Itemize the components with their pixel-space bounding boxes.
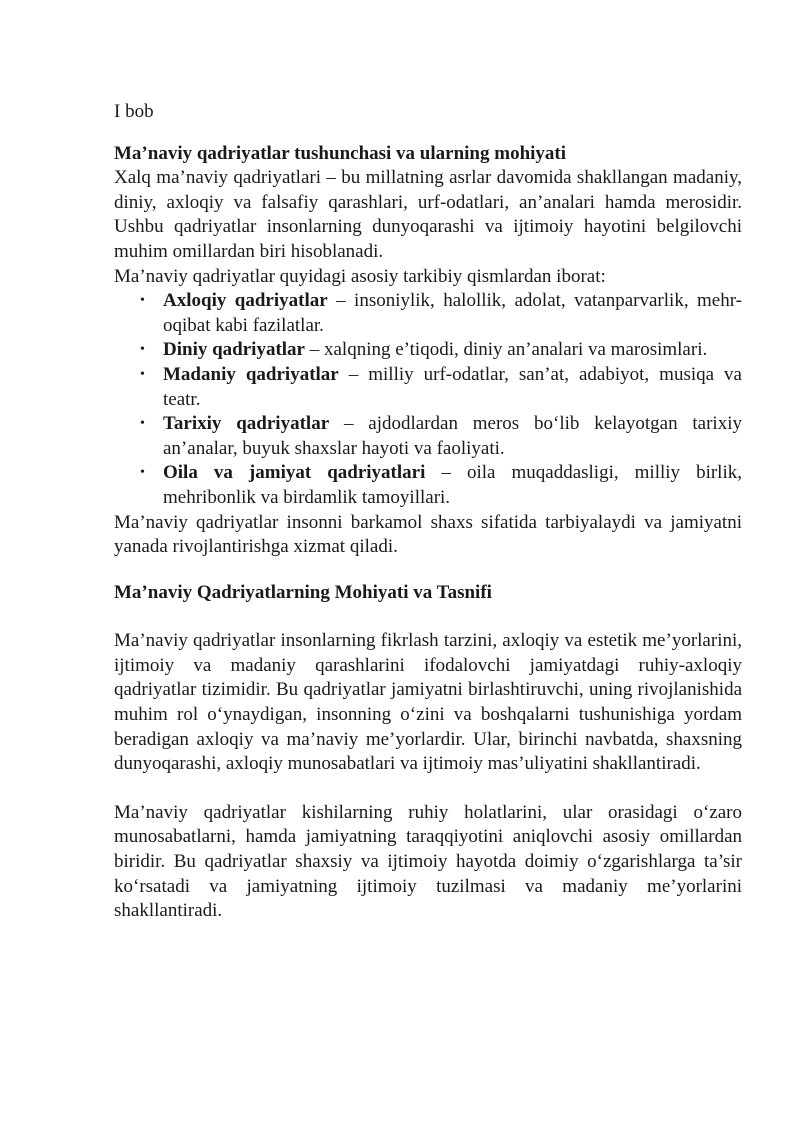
- list-item: [114, 363, 742, 412]
- list-item-text: – xalqning e’tiqodi, diniy an’analari va marosimlari.: [304, 339, 708, 361]
- list-item-term: Axloqiy qadriyatlar: [163, 290, 328, 312]
- bullet-icon: •: [140, 416, 145, 432]
- list-lead: Ma’naviy qadriyatlar quyidagi asosiy tarkibiy qismlardan iborat:: [114, 265, 606, 287]
- body-paragraph: Ma’naviy qadriyatlar insonlarning fikrlash tarzini, axloqiy va estetik me’yorlarini, ijtimoiy va madaniy qarashlarini ifodalovchi jamiyatdagi ruhiy-axloqiy qadriyatlar tizimidir. Bu qadriyatlar jamiyatni birlashtiruvchi, uning rivojlanishida muhim rol o‘ynaydigan, insonning o‘zini va boshqalarni tushunishiga yordam beradigan axloqiy va ma’naviy me’yorlardir. Ular, birinchi navbatda, shaxsning dunyoqarashi, axloqiy munosabatlari va ijtimoiy mas’uliyatini shakllantiradi.: [114, 630, 742, 775]
- list-item-term: Diniy qadriyatlar: [163, 339, 305, 361]
- intro-paragraph: Xalq ma’naviy qadriyatlari – bu millatning asrlar davomida shakllangan madaniy, diniy, axloqiy va falsafiy qarashlari, urf-odatlari, an’analari hamda merosidir. Ushbu qadriyatlar insonlarning dunyoqarashi va ijtimoiy hayotini belgilovchi muhim omillardan biri hisoblanadi.: [114, 167, 742, 262]
- list-item-text: – ajdodlardan meros bo‘lib kelayotgan tarixiy an’analar, buyuk shaxslar hayoti va faoliyati.: [163, 413, 742, 459]
- list-item-term: Tarixiy qadriyatlar: [163, 413, 330, 435]
- list-item: [114, 412, 742, 461]
- list-item-term: Oila va jamiyat qadriyatlari: [163, 462, 426, 484]
- closing-paragraph: Ma’naviy qadriyatlar insonni barkamol shaxs sifatida tarbiyalaydi va jamiyatni yanada rivojlantirishga xizmat qiladi.: [114, 511, 742, 558]
- body-paragraph: Ma’naviy qadriyatlar kishilarning ruhiy holatlarini, ular orasidagi o‘zaro munosabatlarni, hamda jamiyatning taraqqiyotini aniqlovchi asosiy omillardan biridir. Bu qadriyatlar shaxsiy va ijtimoiy hayotda doimiy o‘zgarishlarga ta’sir ko‘rsatadi va jamiyatning ijtimoiy tuzilmasi va madaniy me’yorlarini shakllantiradi.: [114, 801, 742, 922]
- list-item: [114, 289, 742, 338]
- list-item-text: – milliy urf-odatlar, san’at, adabiyot, musiqa va teatr.: [163, 363, 742, 410]
- spacer: [114, 560, 742, 581]
- bullet-icon: •: [140, 293, 145, 309]
- list-item-text: – insoniylik, halollik, adolat, vatanparvarlik, mehr-oqibat kabi fazilatlar.: [163, 290, 742, 336]
- document-page: [114, 100, 742, 924]
- section-title: Ma’naviy qadriyatlar tushunchasi va ularning mohiyati: [114, 142, 567, 164]
- bullet-icon: •: [140, 342, 145, 358]
- bullet-icon: •: [140, 366, 145, 382]
- spacer: [114, 777, 742, 801]
- values-list: [114, 289, 742, 510]
- chapter-label: I bob: [114, 101, 154, 122]
- list-item: [114, 461, 742, 510]
- list-item-term: Madaniy qadriyatlar: [163, 363, 339, 385]
- spacer: [114, 605, 742, 629]
- list-item: [114, 338, 742, 363]
- list-item-text: – oila muqaddasligi, milliy birlik, mehribonlik va birdamlik tamoyillari.: [163, 462, 742, 508]
- bullet-icon: •: [140, 465, 145, 481]
- section-heading: Ma’naviy Qadriyatlarning Mohiyati va Tasnifi: [114, 581, 492, 603]
